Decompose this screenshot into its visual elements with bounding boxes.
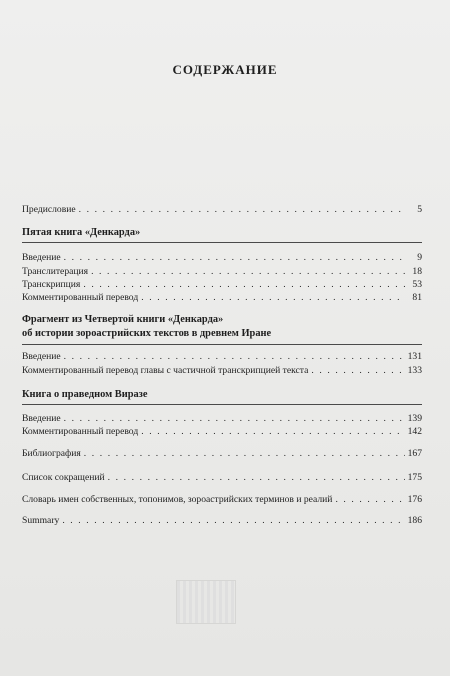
toc-entry-preface: [22, 204, 422, 216]
toc-entry-page: 133: [407, 365, 422, 376]
toc-entry-label: Комментированный перевод: [22, 292, 139, 303]
toc-entry-summary: [22, 515, 422, 527]
section-heading-fourth-book: Фрагмент из Четвертой книги «Денкарда»: [22, 314, 224, 325]
toc-entry: [22, 252, 422, 264]
leader-dots: [91, 266, 405, 278]
toc-entry: [22, 426, 422, 438]
leader-dots: [62, 515, 404, 527]
toc-entry-page: 176: [407, 494, 422, 505]
toc-entry-bibliography: [22, 448, 422, 460]
toc-entry-page: 81: [412, 292, 422, 303]
bleed-through-stamp: [176, 580, 236, 624]
toc-entry-label: Словарь имен собственных, топонимов, зороастрийских терминов и реалий: [22, 494, 333, 505]
section-subheading-fourth-book: об истории зороастрийских текстов в древнем Иране: [22, 328, 272, 339]
toc-entry-label: Введение: [22, 351, 61, 362]
section-rule: [22, 344, 422, 345]
toc-entry-label: Библиография: [22, 448, 81, 459]
toc-entry-glossary: [22, 494, 422, 506]
section-heading-viraz: Книга о праведном Виразе: [22, 389, 148, 400]
toc-entry: [22, 365, 422, 377]
leader-dots: [108, 472, 405, 484]
toc-entry: [22, 266, 422, 278]
toc-entry: [22, 292, 422, 304]
leader-dots: [141, 426, 404, 438]
section-heading-fifth-book: Пятая книга «Денкарда»: [22, 227, 141, 238]
leader-dots: [311, 365, 404, 377]
leader-dots: [79, 204, 405, 216]
section-rule: [22, 404, 422, 405]
toc-entry-page: 142: [407, 426, 422, 437]
toc-entry: [22, 413, 422, 425]
toc-entry-label: Предисловие: [22, 204, 76, 215]
page-title: СОДЕРЖАНИЕ: [172, 62, 278, 77]
toc-entry-label: Транслитерация: [22, 266, 89, 277]
toc-entry-page: 131: [407, 351, 422, 362]
toc-entry-label: Комментированный перевод главы с частичной транскрипцией текста: [22, 365, 309, 376]
section-rule: [22, 242, 422, 243]
toc-entry-label: Введение: [22, 252, 61, 263]
toc-entry-page: 18: [412, 266, 422, 277]
toc-entry-label: Комментированный перевод: [22, 426, 139, 437]
toc-entry-page: 53: [412, 279, 422, 290]
toc-entry-page: 167: [407, 448, 422, 459]
toc-entry-label: Введение: [22, 413, 61, 424]
toc-entry: [22, 279, 422, 291]
leader-dots: [64, 413, 405, 425]
toc-entry-page: 175: [407, 472, 422, 483]
toc-entry-label: Summary: [22, 515, 60, 526]
leader-dots: [64, 252, 405, 264]
leader-dots: [335, 494, 404, 506]
toc-entry: [22, 351, 422, 363]
leader-dots: [141, 292, 405, 304]
leader-dots: [64, 351, 405, 363]
toc-entry-page: 9: [417, 252, 422, 263]
leader-dots: [84, 448, 405, 460]
toc-entry-abbreviations: [22, 472, 422, 484]
leader-dots: [83, 279, 405, 291]
toc-entry-label: Список сокращений: [22, 472, 105, 483]
toc-entry-page: 5: [417, 204, 422, 215]
toc-entry-label: Транскрипция: [22, 279, 81, 290]
toc-entry-page: 186: [407, 515, 422, 526]
toc-entry-page: 139: [407, 413, 422, 424]
